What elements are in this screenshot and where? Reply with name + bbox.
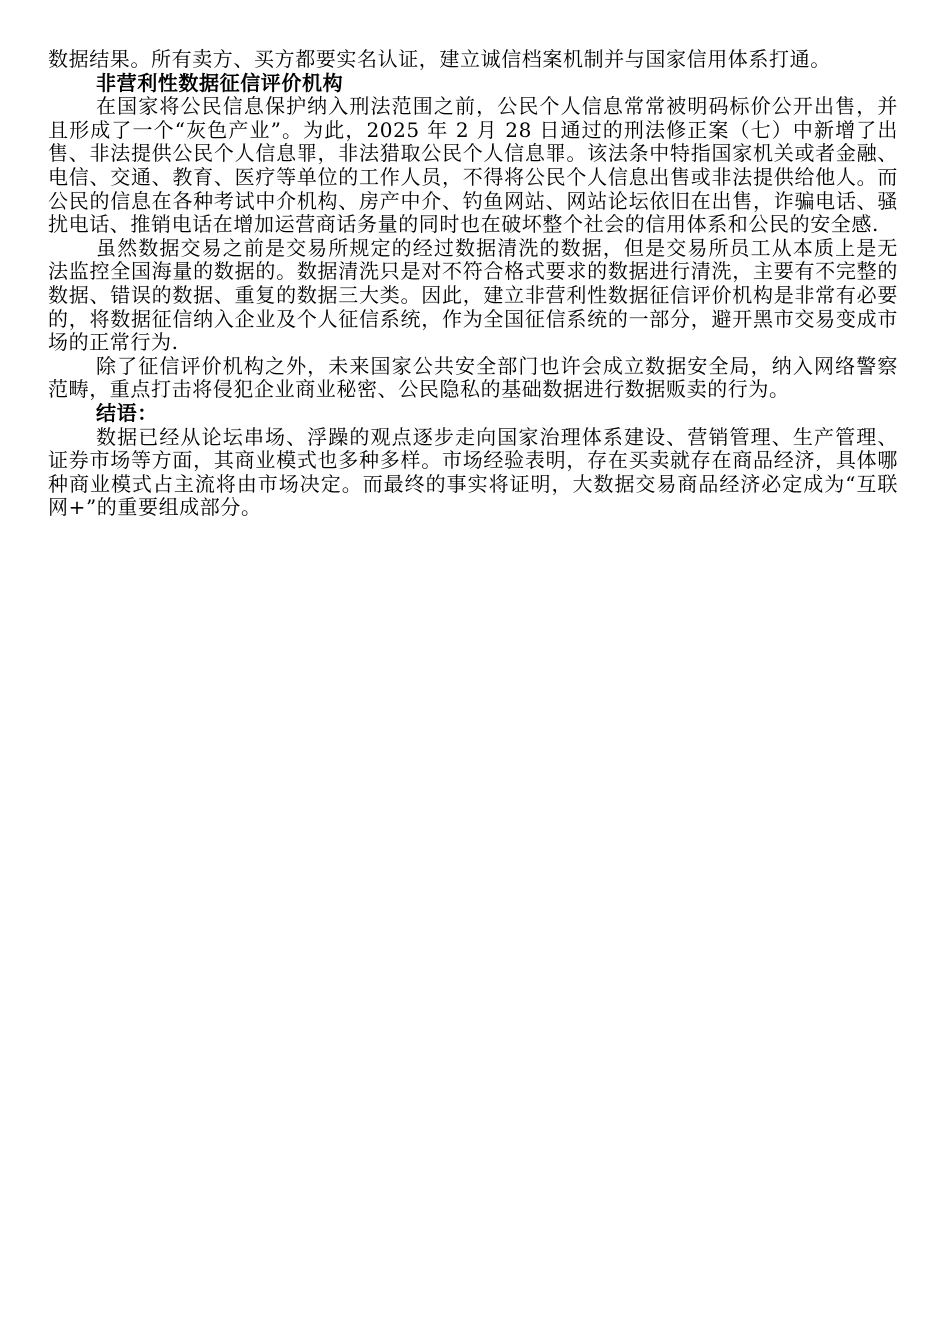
document-page — [48, 48, 898, 520]
body-paragraph-1: 在国家将公民信息保护纳入刑法范围之前，公民个人信息常常被明码标价公开出售，并且形成了一个“灰色产业”。为此，2025 年 2 月 28 日通过的刑法修正案（七）中新增了出售、非法提供公民个人信息罪，非法猎取公民个人信息罪。该法条中特指国家机关或者金融、电信、交通、教育、医疗等单位的工作人员，不得将公民个人信息出售或非法提供给他人。而公民的信息在各种考试中介机构、房产中介、钓鱼网站、网站论坛依旧在出售，诈骗电话、骚扰电话、推销电话在增加运营商话务量的同时也在破坏整个社会的信用体系和公民的安全感. — [48, 94, 898, 237]
body-paragraph-2: 虽然数据交易之前是交易所规定的经过数据清洗的数据，但是交易所员工从本质上是无法监控全国海量的数据的。数据清洗只是对不符合格式要求的数据进行清洗，主要有不完整的数据、错误的数据、重复的数据三大类。因此，建立非营利性数据征信评价机构是非常有必要的，将数据征信纳入企业及个人征信系统，作为全国征信系统的一部分，避开黑市交易变成市场的正常行为. — [48, 235, 898, 355]
continuation-paragraph: 数据结果。所有卖方、买方都要实名认证，建立诚信档案机制并与国家信用体系打通。 — [48, 47, 831, 71]
section-heading: 非营利性数据征信评价机构 — [96, 70, 344, 95]
body-paragraph-3: 除了征信评价机构之外，未来国家公共安全部门也许会成立数据安全局，纳入网络警察范畴，重点打击将侵犯企业商业秘密、公民隐私的基础数据进行数据贩卖的行为。 — [48, 353, 898, 402]
conclusion-heading: 结语： — [96, 400, 158, 425]
conclusion-paragraph: 数据已经从论坛串场、浮躁的观点逐步走向国家治理体系建设、营销管理、生产管理、证券市场等方面，其商业模式也多种多样。市场经验表明，存在买卖就存在商品经济，具体哪种商业模式占主流将由市场决定。而最终的事实将证明，大数据交易商品经济必定成为“互联网+”的重要组成部分。 — [48, 424, 898, 520]
